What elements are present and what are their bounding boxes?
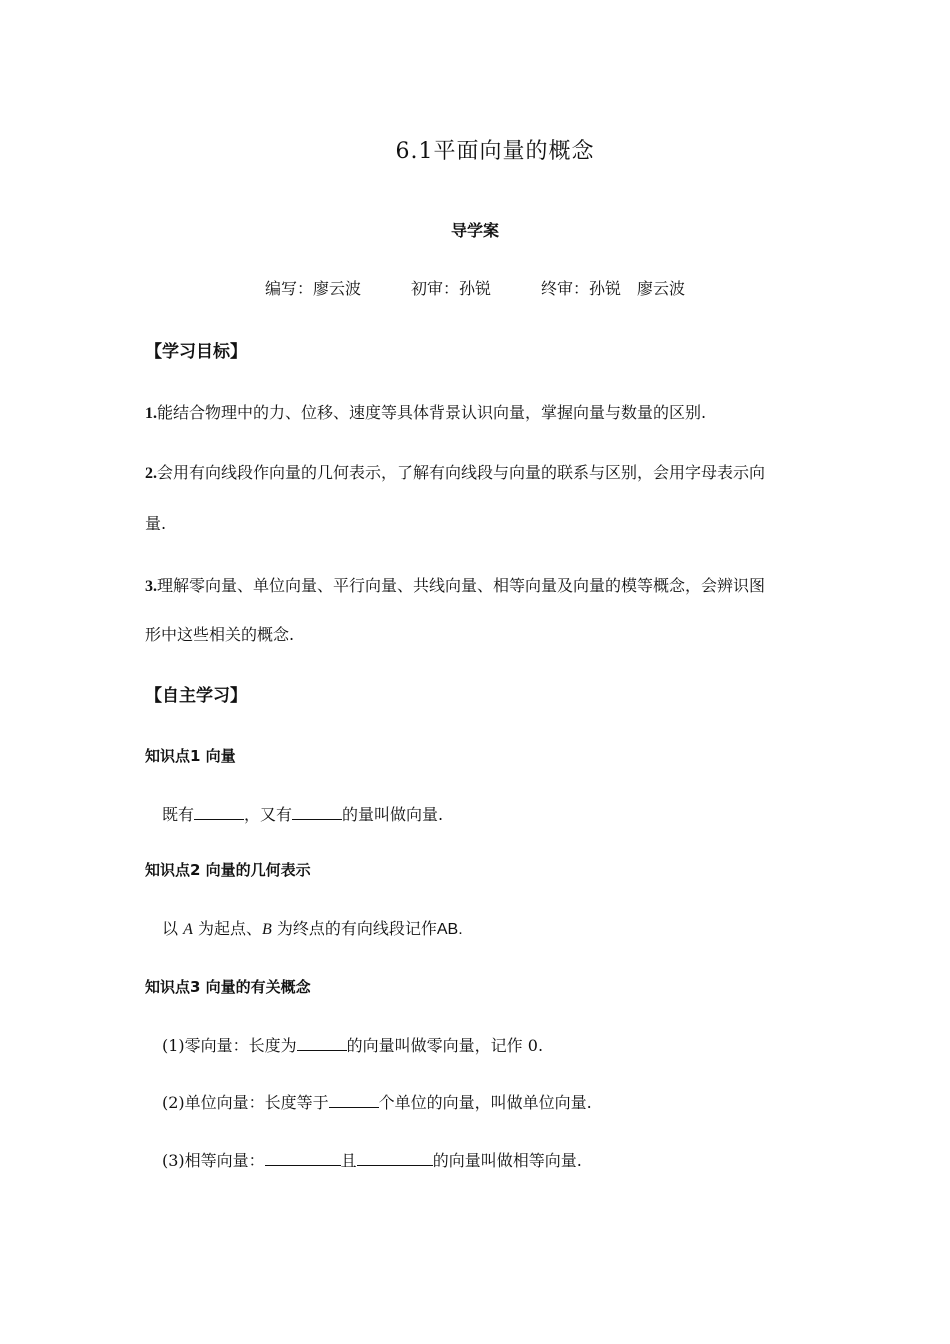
knowledge-point-2-title: 知识点2 向量的几何表示: [145, 861, 311, 879]
first-review-credit: 初审：孙锐: [410, 279, 491, 298]
knowledge-point-1-text: [162, 802, 443, 825]
objective-item-3-continued: 形中这些相关的概念.: [145, 625, 295, 644]
writer-credit: 编写：廖云波: [264, 279, 361, 298]
objective-item-2-continued: 量.: [145, 514, 167, 533]
text-segment: ，又有: [244, 805, 293, 824]
objective-number: 2.: [145, 465, 157, 482]
authors-line: [0, 276, 950, 299]
objective-item-1: [145, 400, 706, 423]
fill-blank[interactable]: [265, 1151, 341, 1166]
page-title: 6.1平面向量的概念: [395, 139, 595, 164]
concept-item-1: [162, 1033, 543, 1056]
text-segment: 且: [340, 1151, 357, 1170]
text-segment: (3)相等向量：: [162, 1151, 265, 1170]
knowledge-point-2-text: [162, 916, 463, 939]
text-segment: 为终点的有向线段记作: [271, 919, 437, 938]
text-segment: (1)零向量：长度为: [162, 1036, 297, 1055]
objective-text: 理解零向量、单位向量、平行向量、共线向量、相等向量及向量的模等概念，会辨识图: [157, 576, 766, 595]
objective-text: 会用有向线段作向量的几何表示，了解有向线段与向量的联系与区别，会用字母表示向: [157, 463, 766, 482]
knowledge-point-3-title: 知识点3 向量的有关概念: [145, 978, 311, 996]
text-segment: 既有: [162, 805, 195, 824]
objectives-heading: 【学习目标】: [145, 342, 247, 362]
objective-number: 1.: [145, 405, 157, 422]
fill-blank[interactable]: [357, 1151, 433, 1166]
objective-item-3: [145, 573, 765, 596]
objective-number: 3.: [145, 578, 157, 595]
fill-blank[interactable]: [329, 1093, 379, 1108]
self-study-heading: 【自主学习】: [145, 686, 247, 706]
text-segment: (2)单位向量：长度等于: [162, 1093, 329, 1112]
text-segment: 为起点、: [192, 919, 262, 938]
fill-blank[interactable]: [297, 1036, 347, 1051]
objective-text: 能结合物理中的力、位移、速度等具体背景认识向量，掌握向量与数量的区别.: [157, 403, 707, 422]
text-segment: 的量叫做向量.: [342, 805, 444, 824]
final-review-credit: 终审：孙锐: [541, 279, 622, 298]
objective-item-2: [145, 460, 765, 483]
point-b-label: B: [261, 921, 272, 938]
fill-blank[interactable]: [292, 805, 342, 820]
page-subtitle: 导学案: [450, 221, 499, 240]
knowledge-point-1-title: 知识点1 向量: [145, 747, 236, 765]
point-a-label: A: [183, 921, 193, 938]
text-segment: 个单位的向量，叫做单位向量.: [378, 1093, 592, 1112]
text-segment: 的向量叫做相等向量.: [432, 1151, 582, 1170]
final-review-extra: 廖云波: [637, 279, 686, 298]
concept-item-2: [162, 1090, 592, 1113]
fill-blank[interactable]: [194, 805, 244, 820]
text-segment: 的向量叫做零向量，记作 0.: [346, 1036, 544, 1055]
vector-ab-label: AB.: [436, 921, 463, 938]
text-segment: 以: [162, 919, 184, 938]
concept-item-3: [162, 1148, 582, 1171]
